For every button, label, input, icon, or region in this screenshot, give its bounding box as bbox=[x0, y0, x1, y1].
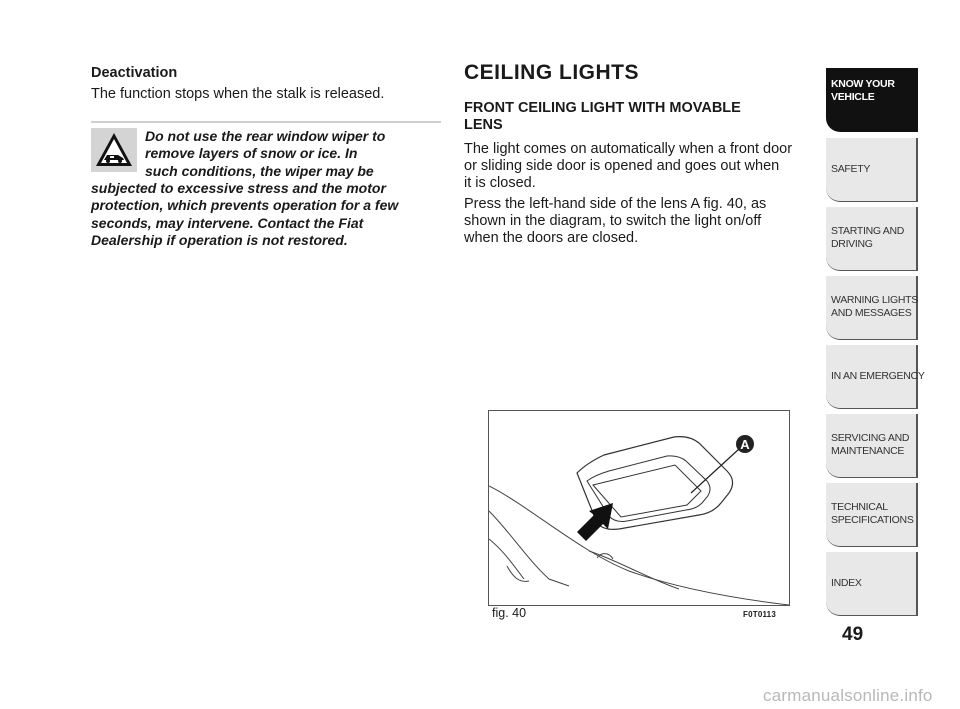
figure-code: F0T0113 bbox=[743, 610, 776, 619]
figure-ceiling-light bbox=[488, 410, 790, 606]
tab-label: SERVICING AND bbox=[831, 432, 910, 444]
warning-text-bottom bbox=[91, 180, 451, 249]
tab-label: INDEX bbox=[831, 577, 862, 589]
tab-label: TECHNICAL bbox=[831, 501, 888, 513]
tab-label: MAINTENANCE bbox=[831, 445, 905, 457]
warning-line: Do not use the rear window wiper to bbox=[145, 128, 386, 144]
section-heading: CEILING LIGHTS bbox=[464, 61, 639, 84]
tab-warning-lights[interactable] bbox=[826, 276, 918, 340]
tab-in-an-emergency[interactable] bbox=[826, 345, 925, 409]
paragraph-line: shown in the diagram, to switch the light on/off bbox=[464, 213, 762, 229]
watermark: carmanualsonline.info bbox=[763, 686, 933, 705]
warning-triangle-car-icon bbox=[91, 128, 137, 172]
tab-label: WARNING LIGHTS bbox=[831, 294, 918, 306]
tab-label: IN AN EMERGENCY bbox=[831, 370, 925, 382]
warning-line: remove layers of snow or ice. In bbox=[145, 145, 358, 162]
warning-line: subjected to excessive stress and the motor bbox=[91, 180, 386, 196]
paragraph-2 bbox=[464, 196, 766, 247]
warning-text-top bbox=[145, 128, 445, 180]
tab-label: STARTING AND bbox=[831, 225, 905, 237]
warning-line: seconds, may intervene. Contact the Fiat bbox=[91, 214, 364, 231]
paragraph-line: Press the left-hand side of the lens A fig. 40, as bbox=[464, 196, 767, 212]
tab-safety[interactable] bbox=[826, 138, 918, 202]
warning-line: protection, which prevents operation for a few bbox=[91, 197, 399, 214]
page-number: 49 bbox=[842, 624, 864, 645]
tab-servicing-and-maintenance[interactable] bbox=[826, 414, 918, 478]
tab-know-your-vehicle[interactable] bbox=[826, 68, 918, 132]
paragraph-line: The light comes on automatically when a front door bbox=[464, 141, 793, 157]
tab-label: SAFETY bbox=[831, 163, 871, 175]
deactivation-text: The function stops when the stalk is released. bbox=[91, 86, 385, 102]
tab-label: VEHICLE bbox=[831, 91, 875, 103]
deactivation-heading: Deactivation bbox=[91, 65, 178, 81]
paragraph-1 bbox=[464, 141, 792, 192]
tab-starting-and-driving[interactable] bbox=[826, 207, 918, 271]
tab-label: SPECIFICATIONS bbox=[831, 514, 914, 526]
subsection-heading-line: FRONT CEILING LIGHT WITH MOVABLE bbox=[464, 100, 741, 116]
tab-label: KNOW YOUR bbox=[831, 78, 895, 90]
paragraph-line: or sliding side door is opened and goes out when bbox=[464, 158, 780, 174]
subsection-heading-line: LENS bbox=[464, 116, 503, 133]
callout-a-label: A bbox=[740, 437, 750, 452]
paragraph-line: it is closed. bbox=[464, 175, 536, 191]
ceiling-light-illustration bbox=[489, 411, 789, 605]
warning-line: such conditions, the wiper may be bbox=[145, 162, 374, 179]
figure-label: fig. 40 bbox=[492, 606, 527, 620]
tab-index[interactable] bbox=[826, 552, 918, 616]
subsection-heading bbox=[464, 100, 741, 133]
warning-line: Dealership if operation is not restored. bbox=[91, 231, 348, 248]
tab-label: DRIVING bbox=[831, 238, 873, 250]
paragraph-line: when the doors are closed. bbox=[464, 230, 639, 246]
warning-divider bbox=[91, 121, 441, 123]
tab-label: AND MESSAGES bbox=[831, 307, 912, 319]
tab-technical-specifications[interactable] bbox=[826, 483, 918, 547]
